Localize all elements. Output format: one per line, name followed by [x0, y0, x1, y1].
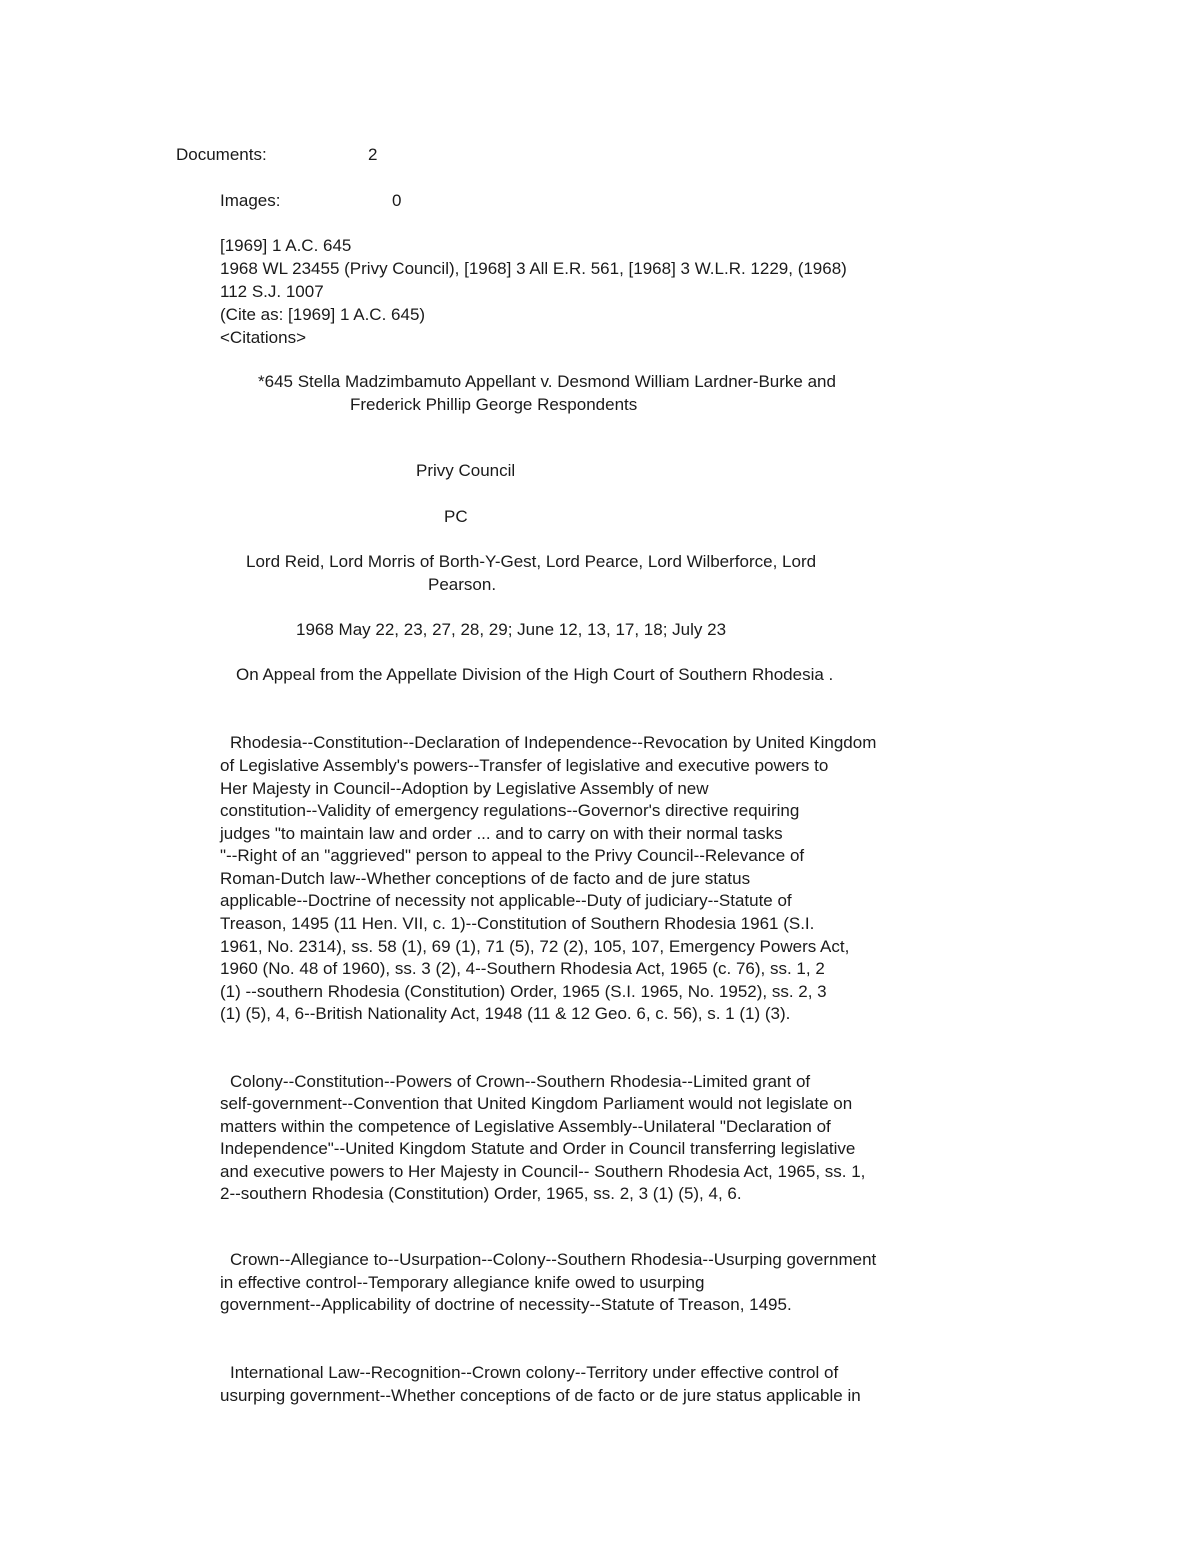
headnote-line: "--Right of an "aggrieved" person to appeal to the Privy Council--Relevance of — [220, 846, 805, 865]
case-title-line-1: *645 Stella Madzimbamuto Appellant v. Desmond William Lardner-Burke and — [258, 372, 836, 391]
images-value: 0 — [392, 191, 402, 210]
headnote-line: of Legislative Assembly's powers--Transfer of legislative and executive powers to — [220, 756, 829, 775]
headnote-line: usurping government--Whether conceptions of de facto or de jure status applicable in — [220, 1386, 861, 1405]
court-name: Privy Council — [416, 461, 516, 480]
headnote-line: (1) --southern Rhodesia (Constitution) Order, 1965 (S.I. 1965, No. 1952), ss. 2, 3 — [220, 982, 827, 1001]
headnote-line: 1960 (No. 48 of 1960), ss. 3 (2), 4--Southern Rhodesia Act, 1965 (c. 76), ss. 1, 2 — [220, 959, 825, 978]
case-title-line-2: Frederick Phillip George Respondents — [350, 395, 638, 414]
headnote-line: and executive powers to Her Majesty in Council-- Southern Rhodesia Act, 1965, ss. 1, — [220, 1162, 866, 1181]
headnote-line: constitution--Validity of emergency regulations--Governor's directive requiring — [220, 801, 800, 820]
cite-as-line: (Cite as: [1969] 1 A.C. 645) — [220, 305, 426, 324]
headnote-line: judges "to maintain law and order ... and to carry on with their normal tasks — [220, 824, 783, 843]
images-label: Images: — [220, 191, 281, 210]
headnote-line: International Law--Recognition--Crown colony--Territory under effective control of — [230, 1363, 839, 1382]
citation-line-1: [1969] 1 A.C. 645 — [220, 236, 352, 255]
judges-line-1: Lord Reid, Lord Morris of Borth-Y-Gest, Lord Pearce, Lord Wilberforce, Lord — [246, 552, 817, 571]
headnote-line: 1961, No. 2314), ss. 58 (1), 69 (1), 71 (5), 72 (2), 105, 107, Emergency Powers Act, — [220, 937, 850, 956]
hearing-dates: 1968 May 22, 23, 27, 28, 29; June 12, 13, 17, 18; July 23 — [296, 620, 727, 639]
headnote-line: 2--southern Rhodesia (Constitution) Order, 1965, ss. 2, 3 (1) (5), 4, 6. — [220, 1184, 742, 1203]
appeal-line: On Appeal from the Appellate Division of the High Court of Southern Rhodesia . — [236, 665, 834, 684]
documents-value: 2 — [368, 145, 378, 164]
headnote-line: Roman-Dutch law--Whether conceptions of de facto and de jure status — [220, 869, 751, 888]
headnote-line: Crown--Allegiance to--Usurpation--Colony--Southern Rhodesia--Usurping government — [230, 1250, 877, 1269]
headnote-line: matters within the competence of Legislative Assembly--Unilateral "Declaration of — [220, 1117, 831, 1136]
headnote-line: Her Majesty in Council--Adoption by Legislative Assembly of new — [220, 779, 709, 798]
court-abbrev: PC — [444, 507, 468, 526]
citations-link[interactable]: <Citations> — [220, 328, 306, 347]
citation-line-3: 112 S.J. 1007 — [220, 282, 324, 301]
headnote-line: applicable--Doctrine of necessity not applicable--Duty of judiciary--Statute of — [220, 891, 792, 910]
headnote-line: in effective control--Temporary allegiance knife owed to usurping — [220, 1273, 705, 1292]
headnote-line: government--Applicability of doctrine of necessity--Statute of Treason, 1495. — [220, 1295, 792, 1314]
judges-line-2: Pearson. — [428, 575, 497, 594]
headnote-line: (1) (5), 4, 6--British Nationality Act, 1948 (11 & 12 Geo. 6, c. 56), s. 1 (1) (3). — [220, 1004, 791, 1023]
documents-label: Documents: — [176, 145, 267, 164]
headnote-line: Treason, 1495 (11 Hen. VII, c. 1)--Constitution of Southern Rhodesia 1961 (S.I. — [220, 914, 815, 933]
citation-line-2: 1968 WL 23455 (Privy Council), [1968] 3 All E.R. 561, [1968] 3 W.L.R. 1229, (1968) — [220, 259, 847, 278]
headnote-line: Rhodesia--Constitution--Declaration of Independence--Revocation by United Kingdom — [230, 733, 877, 752]
headnote-line: Colony--Constitution--Powers of Crown--Southern Rhodesia--Limited grant of — [230, 1072, 811, 1091]
headnote-line: Independence"--United Kingdom Statute and Order in Council transferring legislative — [220, 1139, 856, 1158]
headnote-line: self-government--Convention that United Kingdom Parliament would not legislate on — [220, 1094, 853, 1113]
